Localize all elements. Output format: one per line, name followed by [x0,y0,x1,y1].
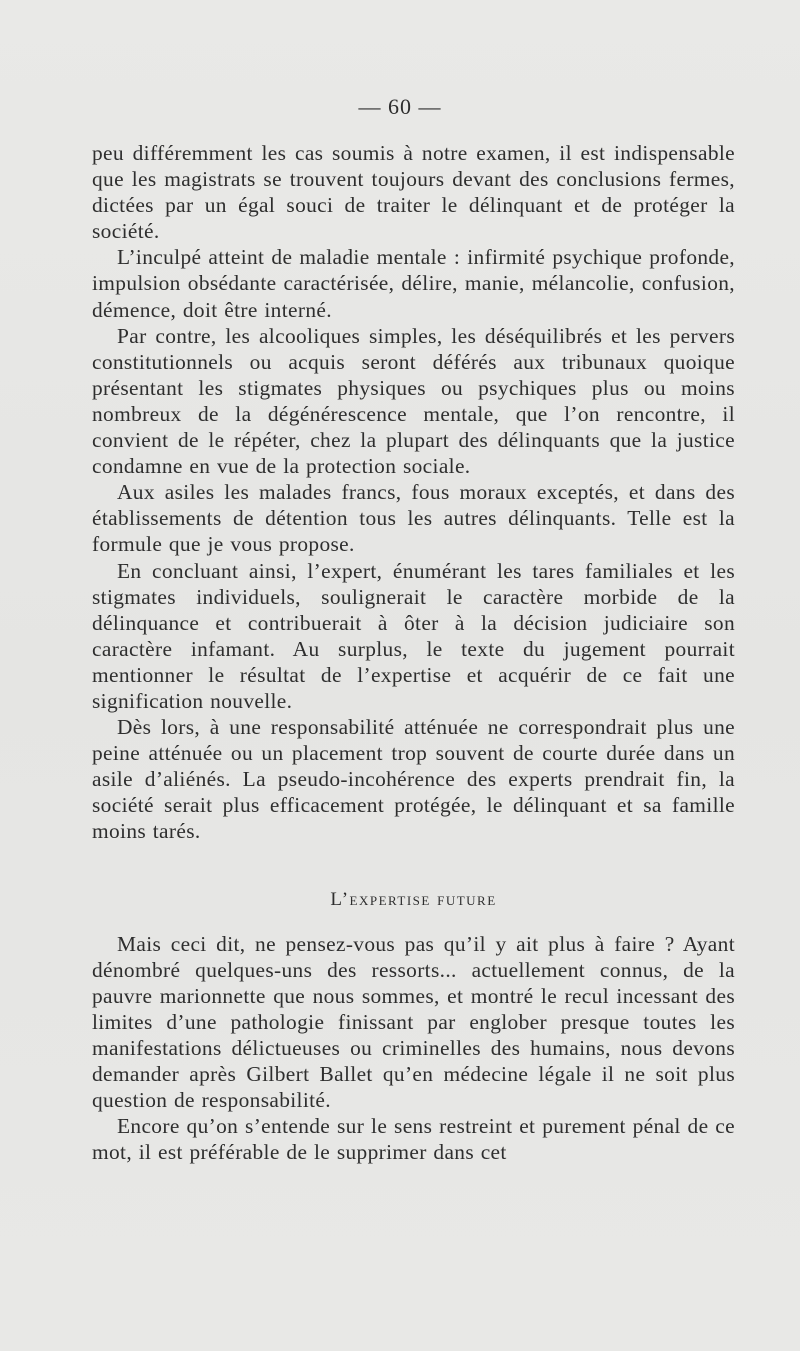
paragraph-4: Aux asiles les malades francs, fous moraux exceptés, et dans des établissements de détention tous les autres délinquants. Telle est la formule que je vous propose. [92,480,735,557]
page-number: — 60 — [358,94,442,119]
paragraph-6: Dès lors, à une responsabilité atténuée ne correspondrait plus une peine atténuée ou un placement trop souvent de courte durée dans un asile d’aliénés. La pseudo-incohérence des experts prendrait fin, la société serait plus efficacement protégée, le délinquant et sa famille moins tarés. [92,715,735,844]
paragraph-2: L’inculpé atteint de maladie mentale : infirmité psychique profonde, impulsion obsédante caractérisée, délire, manie, mélancolie, confusion, démence, doit être interné. [92,245,735,322]
paragraph-8: Encore qu’on s’entende sur le sens restreint et purement pénal de ce mot, il est préférable de le supprimer dans cet [92,1114,735,1165]
paragraph-3: Par contre, les alcooliques simples, les déséquilibrés et les pervers constitutionnels ou acquis seront déférés aux tribunaux quoique présentant les stigmates physiques ou psychiques plus ou moins nombreux de la dégénérescence mentale, que l’on rencontre, il convient de le répéter, chez la plupart des délinquants que la justice condamne en vue de la protection sociale. [92,323,735,479]
section-heading: L’expertise future [330,888,497,910]
paragraph-5: En concluant ainsi, l’expert, énumérant les tares familiales et les stigmates individuels, soulignerait le caractère morbide de la délinquance et contribuerait à ôter à la décision judiciaire son caractère infamant. Au surplus, le texte du jugement pourrait mentionner le résultat de l’expertise et acquérir de ce fait une signification nouvelle. [92,558,735,713]
body-text [92,140,735,1165]
paragraph-1: peu différemment les cas soumis à notre examen, il est indispensable que les magistrats se trouvent toujours devant des conclusions fermes, dictées par un égal souci de traiter le délinquant et de protéger la société. [92,141,735,244]
paragraph-7: Mais ceci dit, ne pensez-vous pas qu’il y ait plus à faire ? Ayant dénombré quelques-uns des ressorts... actuellement connus, de la pauvre marionnette que nous sommes, et montré le recul incessant des limites d’une pathologie finissant par englober presque toutes les manifestations délictueuses ou criminelles des humains, nous devons demander après Gilbert Ballet qu’en médecine légale il ne soit plus question de responsabilité. [92,931,735,1113]
